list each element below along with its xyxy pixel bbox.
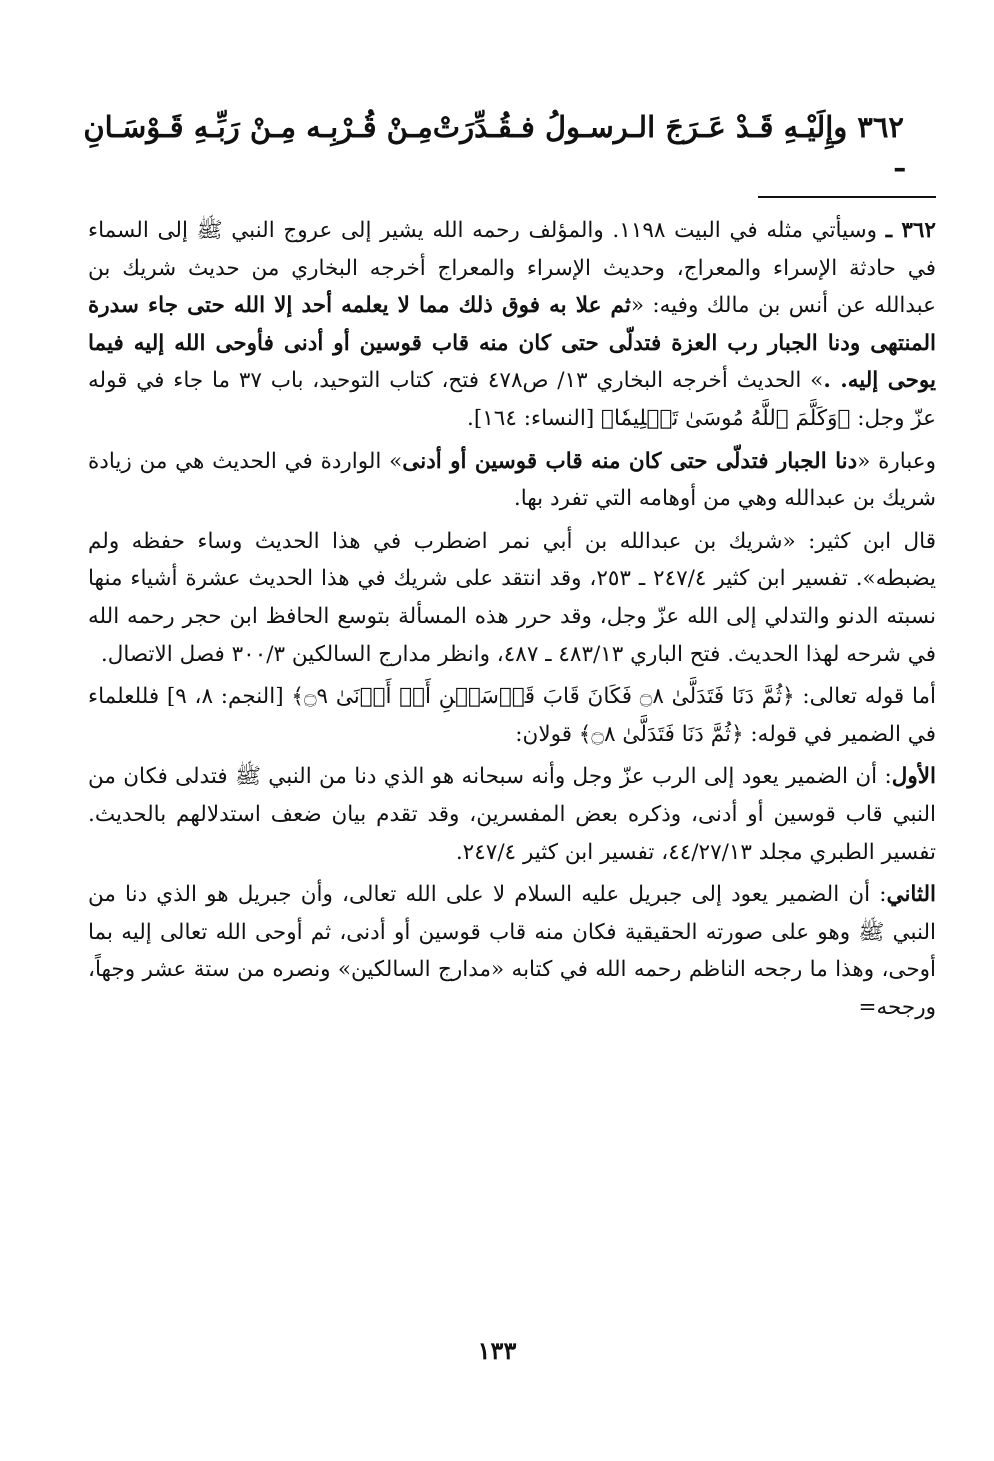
hadith-quote: ثم علا به فوق ذلك مما لا يعلمه أحد إلا الله حتى جاء سدرة المنتهى ودنا الجبار رب العزة فتدلّى حتى كان منه قاب قوسين أو أدنى فأوحى الله إليه فيما يوحى إليه. . <box>88 293 937 394</box>
footnote-paragraph <box>88 523 936 673</box>
footnote-text: » الواردة في الحديث هي من زيادة شريك بن عبدالله وهي من أوهامه التي تفرد بها. <box>88 448 936 512</box>
footnote-text: : أن الضمير يعود إلى الرب عزّ وجل وأنه سبحانه هو الذي دنا من النبي ﷺ فتدلى فكان من النبي قاب قوسين أو أدنى، وذكره بعض المفسرين، وقد تقدم بيان ضعف استدلالهم بالحديث. تفسير الطبري مجلد ٤٤/٢٧/١٣، تفسير ابن كثير ٢٤٧/٤. <box>88 764 936 865</box>
verse-number: ٣٦٢ ـ <box>857 110 904 178</box>
hadith-quote: دنا الجبار فتدلّى حتى كان منه قاب قوسين أو أدنى <box>402 448 858 474</box>
page-number: ١٣٣ <box>477 1336 517 1365</box>
footnote-text: : أن الضمير يعود إلى جبريل عليه السلام لا على الله تعالى، وأن جبريل هو الذي دنا من النبي ﷺ وهو على صورته الحقيقية فكان منه قاب قوسين أو أدنى، ثم أوحى الله تعالى إليه بما أوحى، وهذا ما رجحه الناظم رحمه الله في كتابه «مدارج السالكين» ونصره من ستة عشر وجهاً، ورجحه= <box>88 882 936 1020</box>
poem-verse <box>83 110 904 178</box>
footnote-paragraph <box>88 758 936 871</box>
footnote-divider <box>758 196 936 198</box>
footnote-text: » الحديث أخرجه البخاري ١٣/ ص٤٧٨ فتح، كتاب التوحيد، باب ٣٧ ما جاء في قوله عزّ وجل: ﴿وَكَلَّمَ ٱللَّهُ مُوسَىٰ تَكۡلِيمٗا﴾ [النساء: ١٦٤]. <box>88 368 936 431</box>
footnote-paragraph <box>88 212 936 438</box>
verse-hemistich-first: وإِلَيْـهِ قَـدْ عَـرَجَ الـرسـولُ فـقُـدِّرَتْ <box>432 110 848 144</box>
footnote-text: أما قوله تعالى: ﴿ثُمَّ دَنَا فَتَدَلَّىٰ ۝٨ فَكَانَ قَابَ قَوۡسَيۡنِ أَوۡ أَدۡنَىٰ ۝٩﴾ [النجم: ٨، ٩] فللعلماء في الضمير في قوله: ﴿ثُمَّ دَنَا فَتَدَلَّىٰ ۝٨﴾ قولان: <box>88 684 936 747</box>
footnote-text: وسيأتي مثله في البيت ١١٩٨. والمؤلف رحمه الله يشير إلى عروج النبي ﷺ إلى السماء في حادثة الإسراء والمعراج، وحديث الإسراء والمعراج أخرجه البخاري من حديث شريك بن عبدالله عن أنس بن مالك وفيه: « <box>88 218 936 319</box>
verse-hemistich-second: مِـنْ قُـرْبِـه مِـنْ رَبِّـهِ قَـوْسَـانِ <box>83 110 433 144</box>
footnote-number: ٣٦٢ ـ <box>885 218 936 243</box>
footnote-paragraph <box>88 678 936 753</box>
opinion-label: الثاني <box>886 882 936 908</box>
footnote-text: وعبارة « <box>857 448 936 474</box>
footnote-paragraph <box>88 876 936 1026</box>
footnote-paragraph <box>88 443 936 518</box>
opinion-label: الأول <box>891 764 936 790</box>
footnote-text: قال ابن كثير: «شريك بن عبدالله بن أبي نمر اضطرب في هذا الحديث وساء حفظه ولم يضبطه». تفسير ابن كثير ٢٤٧/٤ ـ ٢٥٣، وقد انتقد على شريك في هذا الحديث عشرة أشياء منها نسبته الدنو والتدلي إلى الله عزّ وجل، وقد حرر هذه المسألة بتوسع الحافظ ابن حجر رحمه الله في شرحه لهذا الحديث. فتح الباري ٤٨٣/١٣ ـ ٤٨٧، وانظر مدارج السالكين ٣٠٠/٣ فصل الاتصال. <box>88 528 936 667</box>
footnotes <box>88 212 936 1031</box>
